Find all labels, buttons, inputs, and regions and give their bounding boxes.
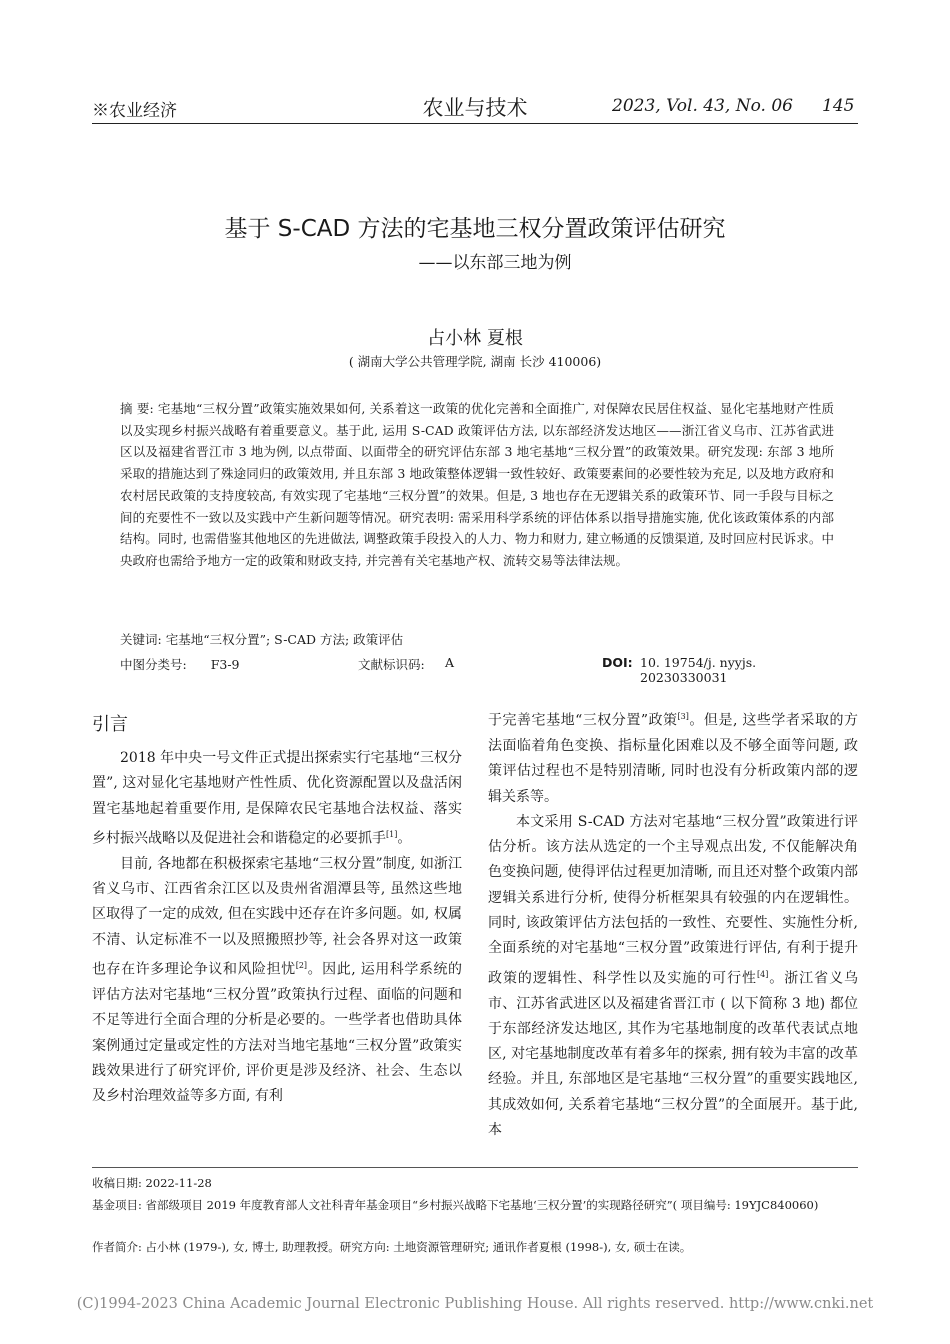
paper-subtitle: ——以东部三地为例: [418, 253, 572, 273]
doc-code-label: 文献标识码:: [358, 657, 425, 672]
clc-label: 中图分类号:: [120, 657, 187, 672]
journal-name: 农业与技术: [422, 96, 528, 120]
footnote-fund: 基金项目: 省部级项目 2019 年度教育部人文社科青年基金项目“乡村振兴战略下宅基地‘三权分置’的实现路径研究”( 项目编号: 19YJC840060): [92, 1198, 819, 1212]
right-paragraph-1: 本文采用 S-CAD 方法对宅基地“三权分置”政策进行评估分析。该方法从选定的一个主导观点出发, 不仅能解决角色变换问题, 使得评估过程更加清晰, 而且还对整个政策内部逻辑关系进行分析, 使得分析框架具有较强的内在逻辑性。同时, 该政策评估方法包括的一致性、充要性、实施性分析, 全面系统的对宅基地“三权分置”政策进行评估, 有利于提升政策的逻辑性、科学性以及实施的可行性[4]。浙江省义乌市、江苏省武进区以及福建省晋江市 ( 以下简称 3 地) 都位于东部经济发达地区, 其作为宅基地制度的改革代表试点地区, 对宅基地制度改革有着多年的探索, 拥有较为丰富的改革经验。并且, 东部地区是宅基地“三权分置”的重要实践地区, 其成效如何, 关系着宅基地“三权分置”的全面展开。基于此, 本: [488, 813, 859, 1139]
doi-label: DOI:: [602, 655, 633, 670]
left-paragraph-1: 2018 年中央一号文件正式提出探索实行宅基地“三权分置”, 这对显化宅基地财产性性质、优化资源配置以及盘活闲置宅基地起着重要作用, 是保障农民宅基地合法权益、落实乡村振兴战略以及促进社会和谐稳定的必要抓手[1]。: [92, 750, 462, 847]
section-heading-intro: 引言: [92, 714, 128, 735]
header-rule: [92, 123, 858, 124]
page-number: 145: [822, 96, 855, 116]
abstract-label: 摘 要:: [120, 401, 154, 416]
classification-line: [120, 655, 834, 685]
clc-value: F3-9: [210, 657, 240, 672]
issue-info: 2023, Vol. 43, No. 06: [612, 96, 793, 116]
citation-3[interactable]: [3]: [677, 712, 689, 721]
affiliation: ( 湖南大学公共管理学院, 湖南 长沙 410006): [348, 354, 602, 369]
doc-code-value: A: [445, 655, 455, 670]
abstract: [120, 398, 834, 572]
left-column: [92, 746, 462, 1109]
running-header-section: ※农业经济: [92, 101, 177, 121]
abstract-text: 宅基地“三权分置”政策实施效果如何, 关系着这一政策的优化完善和全面推广, 对保障农民居住权益、显化宅基地财产性质以及实现乡村振兴战略有着重要意义。基于此, 运用 S-CAD 政策评估方法, 以东部经济发达地区——浙江省义乌市、江苏省武进区以及福建省晋江市 3 地为例, 以点带面、以面带全的研究评估东部 3 地宅基地“三权分置”的政策效果。研究发现: 东部 3 地所采取的措施达到了殊途同归的政策效用, 并且东部 3 地政策整体逻辑一致性较好、政策要素间的必要性较为充足, 以及地方政府和农村居民政策的支持度较高, 有效实现了宅基地“三权分置”的效果。但是, 3 地也存在无逻辑关系的政策环节、同一手段与目标之间的充要性不一致以及实践中产生新问题等情况。研究表明: 需采用科学系统的评估体系以指导措施实施, 优化该政策体系的内部结构。同时, 也需借鉴其他地区的先进做法, 调整政策手段投入的人力、物力和财力, 建立畅通的反馈渠道, 及时回应村民诉求。中央政府也需给予地方一定的政策和财政支持, 并完善有关宅基地产权、流转交易等法律法规。: [120, 401, 835, 568]
citation-4[interactable]: [4]: [757, 969, 769, 979]
citation-2[interactable]: [2]: [295, 961, 308, 971]
keywords-text: 宅基地“三权分置”; S-CAD 方法; 政策评估: [165, 632, 404, 647]
right-column: [488, 704, 858, 1143]
footnote-author: 作者简介: 占小林 (1979-), 女, 博士, 助理教授。研究方向: 土地资源管理研究; 通讯作者夏根 (1998-), 女, 硕士在读。: [92, 1240, 692, 1254]
footnote-rule: [92, 1167, 858, 1168]
paper-title: 基于 S-CAD 方法的宅基地三权分置政策评估研究: [224, 216, 726, 242]
right-paragraph-0: 于完善宅基地“三权分置”政策[3]。但是, 这些学者采取的方法面临着角色变换、指标量化困难以及不够全面等问题, 政策评估过程也不是特别清晰, 同时也没有分析政策内部的逻辑关系等。: [488, 712, 858, 805]
keywords: [120, 630, 834, 648]
authors: 占小林 夏根: [427, 328, 523, 349]
left-paragraph-2: 目前, 各地都在积极探索宅基地“三权分置”制度, 如浙江省义乌市、江西省余江区以及贵州省湄潭县等, 虽然这些地区取得了一定的成效, 但在实践中还存在许多问题。如, 权属不清、认定标准不一以及照搬照抄等, 社会各界对这一政策也存在许多理论争议和风险担忧[2]。因此, 运用科学系统的评估方法对宅基地“三权分置”政策执行过程、面临的问题和不足等进行全面合理的分析是必要的。一些学者也借助具体案例通过定量或定性的方法对当地宅基地“三权分置”政策实践效果进行了研究评价, 评价更是涉及经济、社会、生态以及乡村治理效益等多方面, 有利: [92, 855, 462, 1105]
keywords-label: 关键词:: [120, 632, 162, 647]
doi-value: 10. 19754/j. nyyjs. 20230330031: [640, 655, 757, 685]
footnote-received: 收稿日期: 2022-11-28: [92, 1176, 212, 1190]
copyright-watermark: (C)1994-2023 China Academic Journal Electronic Publishing House. All rights reserved. http://www.cnki.net: [76, 1296, 874, 1312]
citation-1[interactable]: [1]: [386, 829, 398, 839]
